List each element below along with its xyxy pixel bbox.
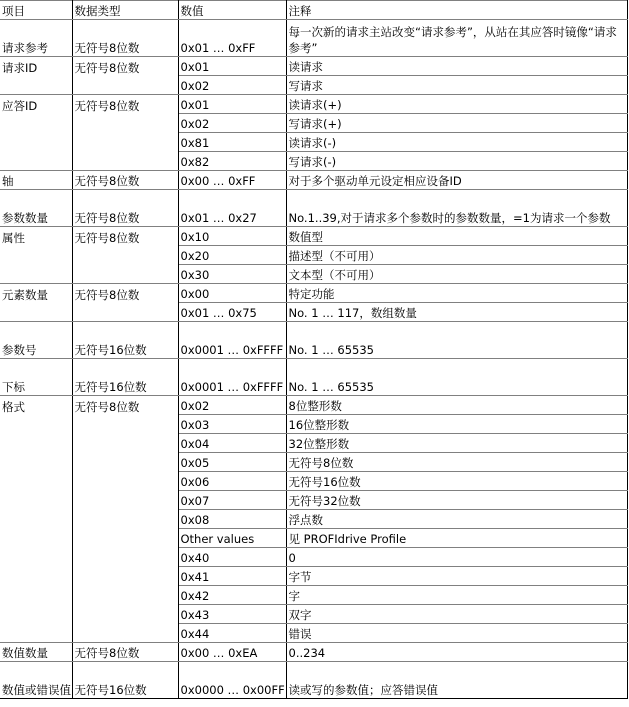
row-value-cell: 0x0001 … 0xFFFF: [178, 359, 286, 396]
table-row: [0, 322, 627, 359]
row-note-cell: 读请求(-): [286, 133, 627, 152]
row-item-cell: 参数数量: [0, 190, 72, 227]
table-row: [0, 303, 627, 322]
row-note-cell: 特定功能: [286, 284, 627, 303]
row-data-type-cell: [72, 246, 178, 265]
header-value: 数值: [178, 1, 286, 20]
row-note-cell: 32位整形数: [286, 434, 627, 453]
table-row: [0, 491, 627, 510]
row-data-type-cell: [72, 472, 178, 491]
row-note-cell: 写请求(-): [286, 152, 627, 171]
table-row: [0, 190, 627, 227]
header-note: 注释: [286, 1, 627, 20]
row-item-cell: 参数号: [0, 322, 72, 359]
row-item-cell: [0, 133, 72, 152]
row-data-type-cell: [72, 114, 178, 133]
row-item-cell: [0, 152, 72, 171]
row-item-cell: [0, 114, 72, 133]
row-data-type-cell: [72, 624, 178, 643]
row-item-cell: 请求ID: [0, 57, 72, 76]
row-item-cell: 格式: [0, 396, 72, 415]
row-item-cell: 下标: [0, 359, 72, 396]
table-row: [0, 20, 627, 57]
row-value-cell: 0x01 … 0xFF: [178, 20, 286, 57]
row-data-type-cell: 无符号8位数: [72, 396, 178, 415]
row-value-cell: 0x02: [178, 114, 286, 133]
row-item-cell: 属性: [0, 227, 72, 246]
row-data-type-cell: [72, 76, 178, 95]
row-item-cell: [0, 453, 72, 472]
table-row: [0, 567, 627, 586]
row-note-cell: 0..234: [286, 643, 627, 662]
row-data-type-cell: [72, 510, 178, 529]
row-data-type-cell: 无符号8位数: [72, 171, 178, 190]
row-note-cell: 读或写的参数值；应答错误值: [286, 662, 627, 699]
row-note-cell: 写请求: [286, 76, 627, 95]
row-note-cell: No. 1 … 117，数组数量: [286, 303, 627, 322]
row-note-cell: No. 1 … 65535: [286, 359, 627, 396]
row-note-cell: 0: [286, 548, 627, 567]
row-note-cell: 浮点数: [286, 510, 627, 529]
table-row: [0, 510, 627, 529]
row-value-cell: 0x40: [178, 548, 286, 567]
row-note-cell: No. 1 … 65535: [286, 322, 627, 359]
row-data-type-cell: [72, 548, 178, 567]
row-note-cell: 每一次新的请求主站改变“请求参考”，从站在其应答时镜像“请求参考”: [286, 20, 627, 57]
table-row: [0, 133, 627, 152]
row-value-cell: 0x42: [178, 586, 286, 605]
row-value-cell: Other values: [178, 529, 286, 548]
row-value-cell: 0x01 … 0x27: [178, 190, 286, 227]
row-data-type-cell: [72, 453, 178, 472]
row-item-cell: [0, 605, 72, 624]
row-data-type-cell: 无符号8位数: [72, 284, 178, 303]
row-note-cell: No.1..39,对于请求多个参数时的参数数量，=1为请求一个参数: [286, 190, 627, 227]
row-value-cell: 0x01: [178, 95, 286, 114]
row-data-type-cell: [72, 586, 178, 605]
row-item-cell: [0, 510, 72, 529]
row-value-cell: 0x08: [178, 510, 286, 529]
row-value-cell: 0x00 … 0xFF: [178, 171, 286, 190]
row-note-cell: 读请求(+): [286, 95, 627, 114]
row-value-cell: 0x20: [178, 246, 286, 265]
table-row: [0, 586, 627, 605]
row-note-cell: 字: [286, 586, 627, 605]
row-note-cell: 描述型（不可用）: [286, 246, 627, 265]
header-row: [0, 1, 627, 20]
row-value-cell: 0x04: [178, 434, 286, 453]
table-row: [0, 114, 627, 133]
row-data-type-cell: [72, 529, 178, 548]
row-data-type-cell: 无符号8位数: [72, 57, 178, 76]
row-data-type-cell: 无符号8位数: [72, 20, 178, 57]
row-value-cell: 0x02: [178, 396, 286, 415]
row-item-cell: [0, 624, 72, 643]
row-note-cell: 无符号32位数: [286, 491, 627, 510]
row-note-cell: 见 PROFIdrive Profile: [286, 529, 627, 548]
row-data-type-cell: 无符号8位数: [72, 643, 178, 662]
row-value-cell: 0x41: [178, 567, 286, 586]
row-item-cell: [0, 434, 72, 453]
row-value-cell: 0x44: [178, 624, 286, 643]
row-note-cell: 无符号8位数: [286, 453, 627, 472]
row-item-cell: [0, 586, 72, 605]
row-item-cell: [0, 529, 72, 548]
row-data-type-cell: [72, 133, 178, 152]
table-row: [0, 662, 627, 699]
table-row: [0, 227, 627, 246]
table-row: [0, 76, 627, 95]
table-row: [0, 643, 627, 662]
row-item-cell: [0, 76, 72, 95]
row-value-cell: 0x00: [178, 284, 286, 303]
row-note-cell: 文本型（不可用）: [286, 265, 627, 284]
table-row: [0, 548, 627, 567]
row-item-cell: [0, 265, 72, 284]
row-value-cell: 0x10: [178, 227, 286, 246]
row-data-type-cell: 无符号8位数: [72, 227, 178, 246]
table-row: [0, 284, 627, 303]
row-data-type-cell: 无符号16位数: [72, 322, 178, 359]
row-data-type-cell: [72, 491, 178, 510]
table-row: [0, 415, 627, 434]
row-item-cell: [0, 472, 72, 491]
row-value-cell: 0x30: [178, 265, 286, 284]
row-note-cell: 双字: [286, 605, 627, 624]
header-data-type: 数据类型: [72, 1, 178, 20]
table-row: [0, 472, 627, 491]
row-value-cell: 0x03: [178, 415, 286, 434]
row-data-type-cell: 无符号8位数: [72, 95, 178, 114]
row-note-cell: 读请求: [286, 57, 627, 76]
row-note-cell: 字节: [286, 567, 627, 586]
row-data-type-cell: [72, 605, 178, 624]
table-row: [0, 605, 627, 624]
table-row: [0, 624, 627, 643]
table-row: [0, 171, 627, 190]
row-item-cell: 数值或错误值: [0, 662, 72, 699]
row-value-cell: 0x02: [178, 76, 286, 95]
row-item-cell: [0, 567, 72, 586]
row-item-cell: 轴: [0, 171, 72, 190]
row-item-cell: 元素数量: [0, 284, 72, 303]
row-data-type-cell: [72, 303, 178, 322]
row-item-cell: [0, 548, 72, 567]
row-item-cell: [0, 415, 72, 434]
row-item-cell: 数值数量: [0, 643, 72, 662]
table-row: [0, 265, 627, 284]
table-row: [0, 95, 627, 114]
table-row: [0, 359, 627, 396]
row-data-type-cell: 无符号16位数: [72, 662, 178, 699]
table-row: [0, 152, 627, 171]
table-row: [0, 434, 627, 453]
row-value-cell: 0x01: [178, 57, 286, 76]
row-note-cell: 16位整形数: [286, 415, 627, 434]
row-note-cell: 写请求(+): [286, 114, 627, 133]
row-data-type-cell: [72, 265, 178, 284]
row-item-cell: [0, 491, 72, 510]
row-item-cell: [0, 246, 72, 265]
row-note-cell: 无符号16位数: [286, 472, 627, 491]
table-row: [0, 246, 627, 265]
header-item: 项目: [0, 1, 72, 20]
row-value-cell: 0x0001 … 0xFFFF: [178, 322, 286, 359]
row-note-cell: 数值型: [286, 227, 627, 246]
table-row: [0, 396, 627, 415]
row-note-cell: 错误: [286, 624, 627, 643]
row-value-cell: 0x06: [178, 472, 286, 491]
table-row: [0, 57, 627, 76]
row-data-type-cell: 无符号8位数: [72, 190, 178, 227]
row-value-cell: 0x82: [178, 152, 286, 171]
row-item-cell: [0, 303, 72, 322]
row-data-type-cell: [72, 434, 178, 453]
table-row: [0, 529, 627, 548]
row-value-cell: 0x0000 … 0x00FF: [178, 662, 286, 699]
row-data-type-cell: [72, 415, 178, 434]
row-note-cell: 8位整形数: [286, 396, 627, 415]
row-data-type-cell: 无符号16位数: [72, 359, 178, 396]
row-value-cell: 0x81: [178, 133, 286, 152]
row-note-cell: 对于多个驱动单元设定相应设备ID: [286, 171, 627, 190]
row-value-cell: 0x01 … 0x75: [178, 303, 286, 322]
row-item-cell: 应答ID: [0, 95, 72, 114]
table-row: [0, 453, 627, 472]
row-value-cell: 0x00 … 0xEA: [178, 643, 286, 662]
row-data-type-cell: [72, 567, 178, 586]
row-item-cell: 请求参考: [0, 20, 72, 57]
row-value-cell: 0x43: [178, 605, 286, 624]
row-value-cell: 0x07: [178, 491, 286, 510]
row-value-cell: 0x05: [178, 453, 286, 472]
row-data-type-cell: [72, 152, 178, 171]
